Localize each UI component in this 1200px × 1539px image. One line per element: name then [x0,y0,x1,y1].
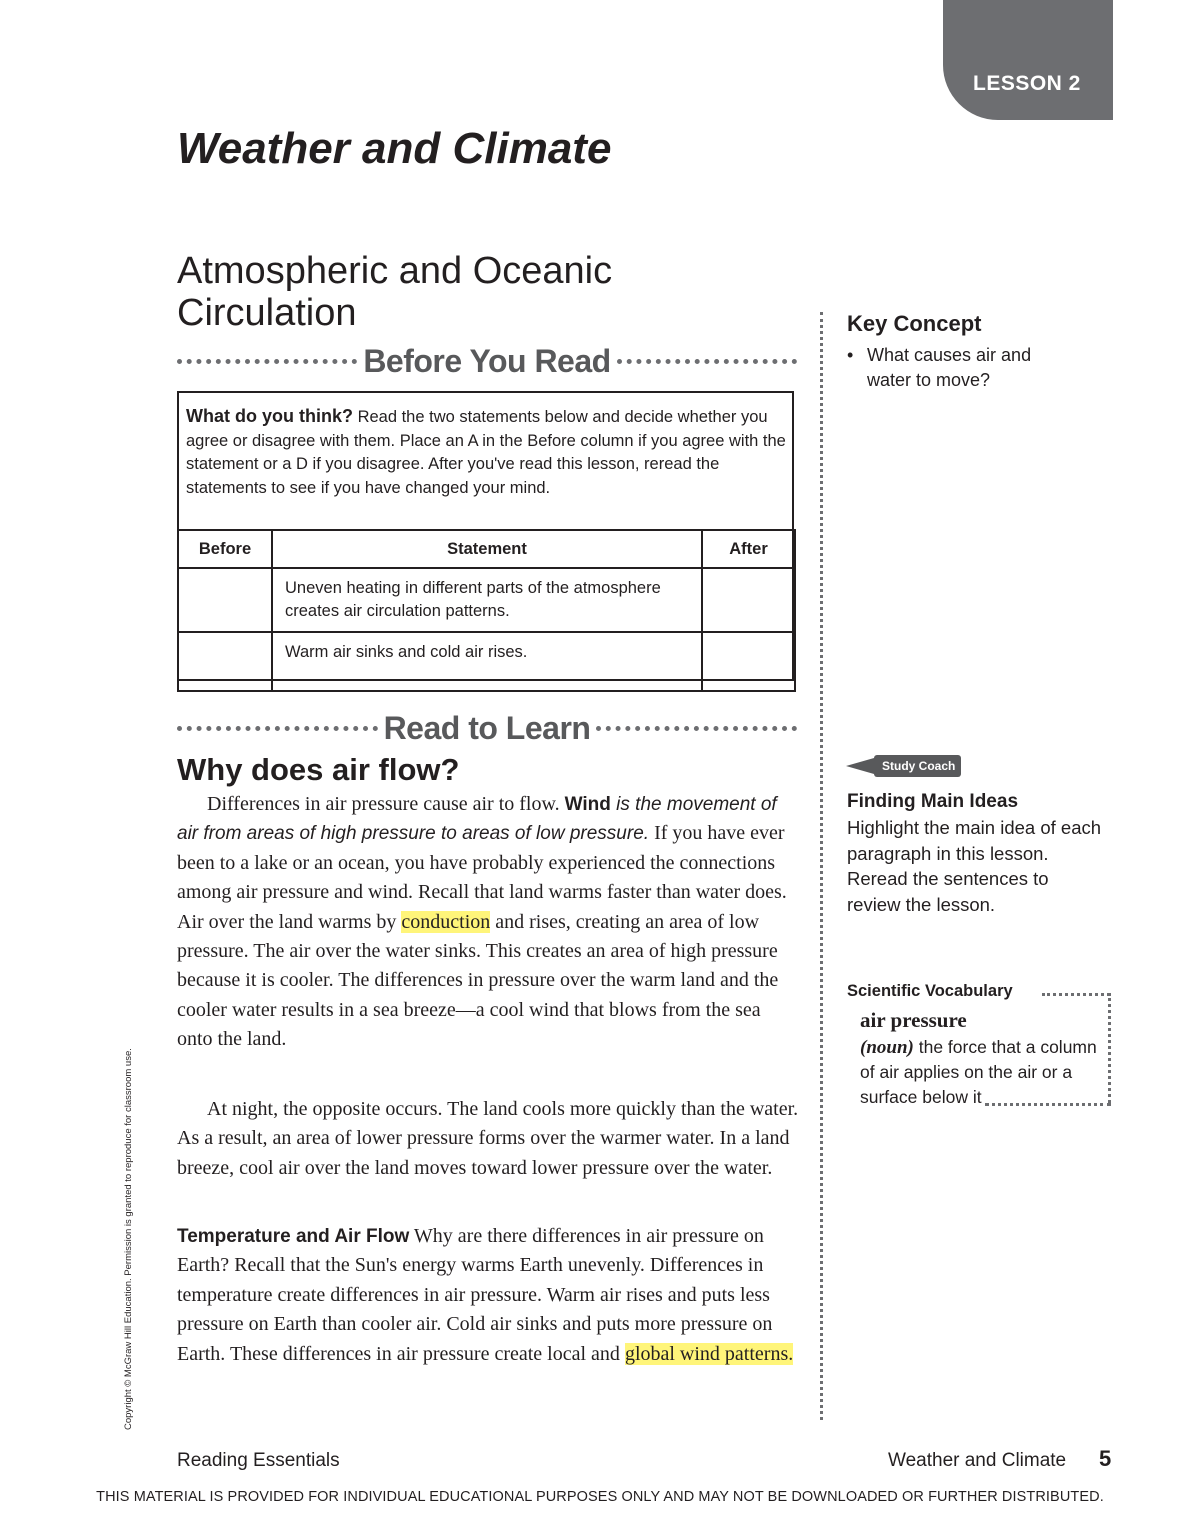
bullet-icon: • [847,345,854,365]
lesson-tab [943,0,1113,120]
vocab-word: air pressure [860,1008,967,1032]
subheading-temperature-air-flow: Temperature and Air Flow [177,1226,410,1247]
dotted-rule-right [617,359,797,364]
pencil-tip-icon [846,758,874,774]
part-of-speech: (noun) [860,1037,914,1058]
sidebar-divider [820,312,823,1420]
before-answer-cell[interactable] [178,632,272,691]
after-answer-cell[interactable] [702,568,795,632]
paragraph-temperature-air-flow [177,1222,799,1369]
before-you-read-heading [177,343,797,380]
before-answer-cell[interactable] [178,568,272,632]
footer-chapter-title: Weather and Climate [888,1450,1067,1471]
after-answer-cell[interactable] [702,632,795,691]
vocab-term-wind: Wind [564,794,611,815]
definition-text: the force that a column of air applies on the air or a surface below it [860,1037,1097,1107]
text-run: If you have ever been to a lake or an ocean, you have probably experienced the connections among air pressure and wind. Recall that land warms faster than water does. Air over the land warms by [177,822,787,933]
table-row [178,632,795,691]
lesson-label: LESSON 2 [973,72,1081,95]
lesson-subtitle: Atmospheric and Oceanic Circulation [177,250,613,334]
distribution-disclaimer: THIS MATERIAL IS PROVIDED FOR INDIVIDUAL EDUCATIONAL PURPOSES ONLY AND MAY NOT BE DOWNLOADED OR FURTHER DISTRIBUTED. [96,1489,1104,1505]
text-run: Why are there differences in air pressure on Earth? Recall that the Sun's energy warms Earth unevenly. Differences in temperature create differences in air pressure. Warm air rises and puts less pressure on Earth than cooler air. Cold air sinks and puts more pressure on Earth. These differences in air pressure create local and [177,1225,773,1365]
what-do-you-think-lead: What do you think? [186,406,353,426]
column-header-after: After [702,530,795,568]
statement-cell: Warm air sinks and cold air rises. [272,632,702,691]
dotted-border [1042,993,1110,996]
scientific-vocabulary-title: Scientific Vocabulary [847,982,1013,1000]
definition-wind: is the movement of air from areas of high pressure to areas of low pressure. [177,794,777,845]
read-to-learn-heading [177,710,797,747]
finding-main-ideas-title: Finding Main Ideas [847,791,1019,812]
dotted-rule-left [177,726,378,731]
paragraph-wind [177,790,799,1055]
vocab-definition [860,1035,1110,1110]
text-run: and rises, creating an area of low pressure. The air over the water sinks. This creates an area of high pressure because it is cooler. The differences in pressure over the warm land and the cooler water results in a sea breeze—a cool wind that blows from the sea onto the land. [177,910,779,1051]
highlighted-term-global-wind: global wind patterns. [624,1342,794,1365]
column-header-before: Before [178,530,272,568]
footer-book-title: Reading Essentials [177,1450,340,1471]
paragraph-land-breeze [177,1095,799,1183]
what-do-you-think-instructions: Read the two statements below and decide whether you agree or disagree with them. Place an A in the Before column if you agree with the statement or a D if you disagree. After you've read this lesson, reread the statements to see if you have changed your mind. [186,408,786,497]
page-title: Weather and Climate [177,124,612,173]
highlighted-term-conduction: conduction [401,910,491,933]
text-run: At night, the opposite occurs. The land cools more quickly than the water. As a result, an area of lower pressure forms over the warmer water. In a land breeze, cool air over the land moves toward lower pressure over the water. [177,1098,799,1179]
what-do-you-think-box [177,391,794,681]
statement-table [177,529,796,692]
dotted-rule-left [177,359,357,364]
page-number: 5 [1099,1446,1112,1471]
key-concept-line: What causes air and [867,345,1032,365]
before-you-read-label: Before You Read [363,343,611,379]
copyright-notice: Copyright © McGraw Hill Education. Permission is granted to reproduce for classroom use. [123,1048,134,1430]
section-heading: Why does air flow? [177,752,460,787]
key-concept-question [847,343,1087,393]
statement-cell: Uneven heating in different parts of the atmosphere creates air circulation patterns. [272,568,702,632]
dotted-rule-right [596,726,797,731]
table-row [178,568,795,632]
column-header-statement: Statement [272,530,702,568]
study-coach-badge [846,755,961,777]
text-run: Differences in air pressure cause air to flow. [207,793,565,815]
study-coach-label: Study Coach [874,755,961,777]
key-concept-line: water to move? [867,370,991,390]
key-concept-title: Key Concept [847,311,982,336]
read-to-learn-label: Read to Learn [383,710,591,746]
what-do-you-think-text [186,405,786,500]
finding-main-ideas-text: Highlight the main idea of each paragraph in this lesson. Reread the sentences to review the lesson. [847,817,1102,915]
scientific-vocabulary-box [847,982,1112,1122]
